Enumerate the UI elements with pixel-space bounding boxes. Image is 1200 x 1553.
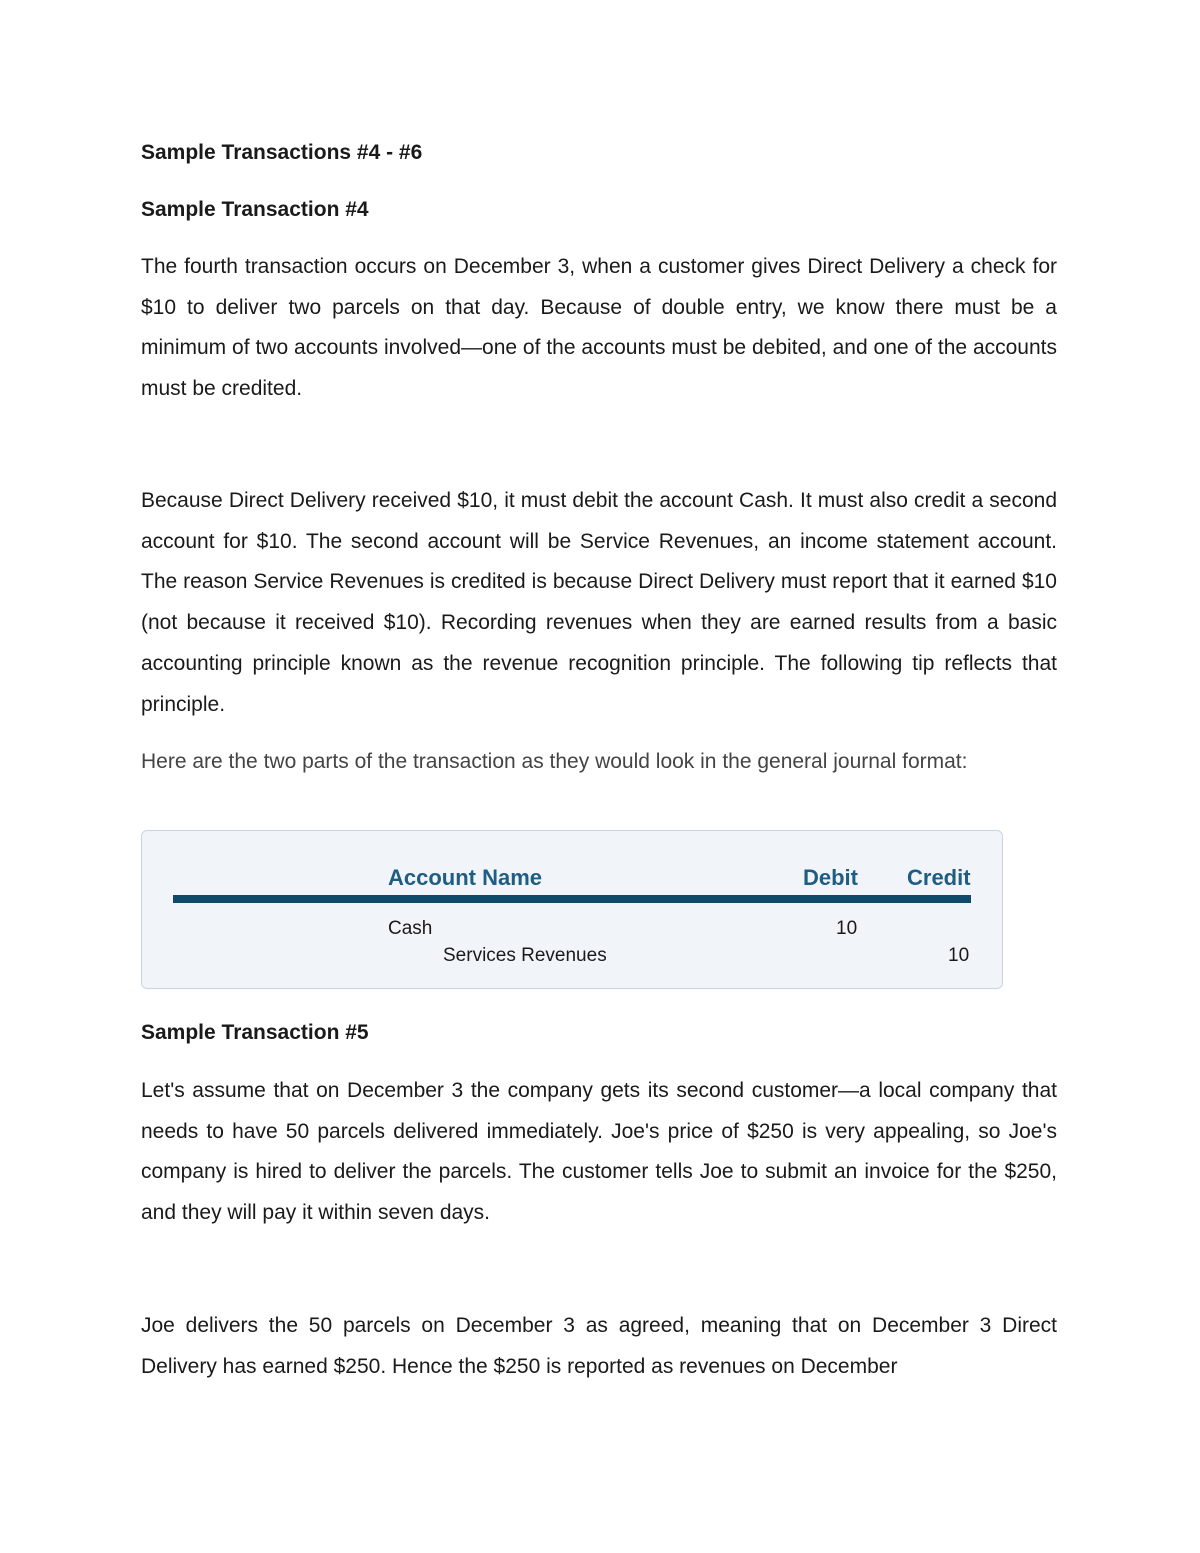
journal-header-account-name: Account Name	[388, 865, 543, 890]
paragraph-transaction-5-delivery: Joe delivers the 50 parcels on December 3 as agreed, meaning that on December 3 Direct Delivery has earned $250. Hence the $250 is reported as revenues on December	[141, 1314, 1057, 1378]
journal-header-debit: Debit	[803, 865, 858, 890]
general-journal-table	[141, 830, 1003, 989]
paragraph-transaction-4-intro: The fourth transaction occurs on December 3, when a customer gives Direct Delivery a check for $10 to deliver two parcels on that day. Because of double entry, we know there must be a minimum of two accounts involved—one of the accounts must be debited, and one of the accounts must be credited.	[141, 255, 1057, 401]
paragraph-transaction-4-explanation: Because Direct Delivery received $10, it must debit the account Cash. It must also credit a second account for $10. The second account will be Service Revenues, an income statement account. The reason Service Revenues is credited is because Direct Delivery must report that it earned $10 (not because it received $10). Recording revenues when they are earned results from a basic accounting principle known as the revenue recognition principle. The following tip reflects that principle.	[141, 489, 1057, 716]
journal-header-credit: Credit	[907, 865, 971, 890]
journal-row-2-account: Services Revenues	[443, 945, 607, 966]
section-heading-transaction-4: Sample Transaction #4	[141, 198, 369, 221]
journal-row-1-debit: 10	[836, 918, 858, 939]
section-heading-transaction-5: Sample Transaction #5	[141, 1021, 369, 1044]
paragraph-transaction-5-intro: Let's assume that on December 3 the company gets its second customer—a local company that needs to have 50 parcels delivered immediately. Joe's price of $250 is very appealing, so Joe's company is hired to deliver the parcels. The customer tells Joe to submit an invoice for the $250, and they will pay it within seven days.	[141, 1079, 1057, 1225]
paragraph-journal-intro: Here are the two parts of the transaction as they would look in the general journal format:	[141, 750, 968, 773]
journal-row-2-credit: 10	[948, 945, 970, 966]
journal-row-1-account: Cash	[388, 918, 433, 939]
document-title: Sample Transactions #4 - #6	[141, 141, 423, 164]
journal-header-rule	[173, 895, 971, 903]
